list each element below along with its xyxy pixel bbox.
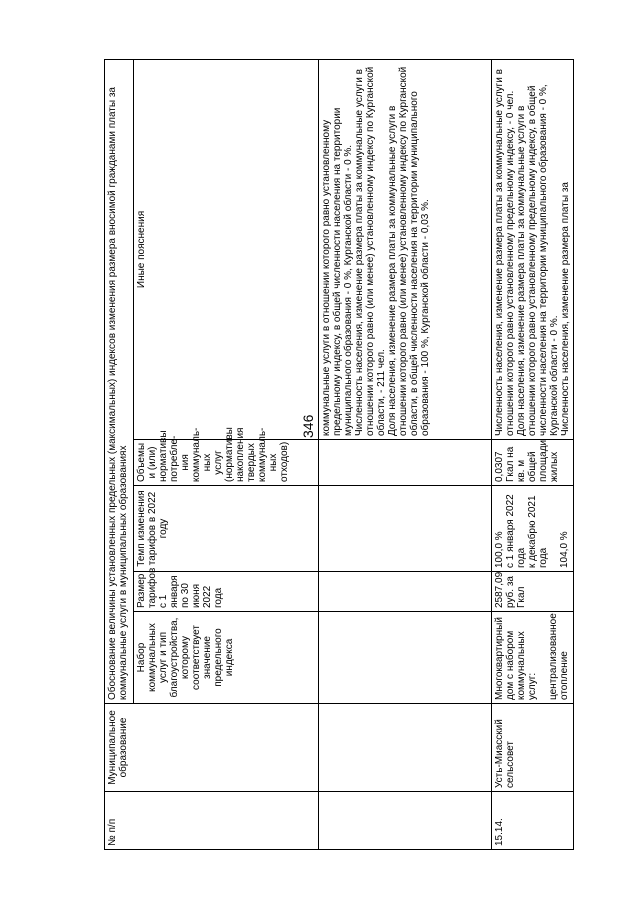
header-num: № п/п — [105, 792, 319, 850]
set-line-2: централизованное отопление — [548, 613, 570, 700]
cell-empty — [319, 572, 492, 612]
cell-empty — [319, 440, 492, 486]
cell-empty — [319, 792, 492, 850]
header-tariff-size: Размер тарифов с 1 января по 30 июня 2022 года — [134, 572, 319, 612]
cell-empty — [319, 704, 492, 792]
cell-other-continuation: коммунальные услуги в отношении которого равно установленному предельному индексу, в общей численности населения на территории муниципального образования - 0 %, Курганской области - 0 %. Численность населения, изменение размера платы за коммунальные услуги в отношении которого равно (или менее) установленному индексу по Курганской области, - 211 чел. Доля населения, изменение размера платы за коммунальные услуги в отношении которого равно (или менее) установленному индексу по Курганской области, в общей численности населения на территории муниципального образования - 100 %, Курганской области - 0,03 %. — [319, 59, 492, 439]
cell-empty — [319, 486, 492, 572]
cell-size: 2587,09 руб. за Гкал — [492, 572, 574, 612]
page-number: 346 — [300, 414, 316, 438]
justification-table — [104, 59, 574, 850]
table-row — [319, 59, 492, 849]
header-other: Иные пояснения — [134, 59, 319, 439]
set-line-1: Многоквартирный дом с набором коммунальных услуг: — [494, 617, 538, 700]
rate-line-2: 104,0 % — [559, 531, 570, 568]
cell-empty — [319, 612, 492, 704]
header-volume: Объемы и (или) нормативы потребле-ния коммуналь-ных услуг (нормативы накопления твердых коммуналь-ных отходов) — [134, 440, 319, 486]
cell-num: 15.14. — [492, 792, 574, 850]
header-justification: Обоснование величины установленных предельных (максимальных) индексов изменения размера вносимой гражданами платы за коммунальные услуги в муниципальных образованиях — [105, 59, 134, 703]
cell-set — [492, 612, 574, 704]
table-row — [492, 59, 574, 849]
table-header-row — [105, 59, 134, 849]
header-tariff-rate: Темп изменения тарифов в 2022 году — [134, 486, 319, 572]
document-page — [104, 60, 571, 850]
cell-municipality: Усть-Миасский сельсовет — [492, 704, 574, 792]
rate-line-1: 100,0 % с 1 января 2022 года к декабрю 2021 года — [494, 494, 549, 568]
cell-volume: 0,0307 Гкал на кв. м общей площади жилых — [492, 440, 574, 486]
header-municipality: Муниципальное образование — [105, 704, 319, 792]
cell-other: Численность населения, изменение размера платы за коммунальные услуги в отношении которого равно установленному предельному индексу, - 0 чел. Доля населения, изменение размера платы за коммунальные услуги в отношении которого равно установленному предельному индексу, в общей численности населения на территории муниципального образования - 0 %, Курганской области - 0 %. Численность населения, изменение размера платы за — [492, 59, 574, 439]
header-set: Набор коммунальных услуг и тип благоустройства, которому соответствует значение предельного индекса — [134, 612, 319, 704]
cell-rate — [492, 486, 574, 572]
